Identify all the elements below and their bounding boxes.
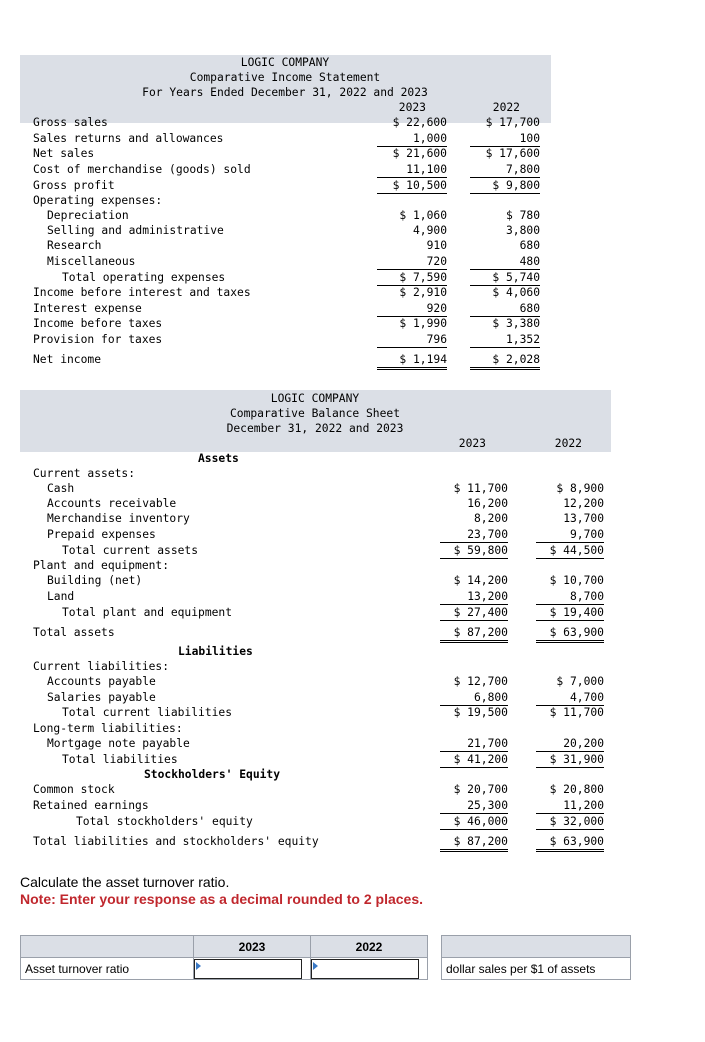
row-value-v22: 11,200 <box>536 799 604 814</box>
row-label-net-income: Net income <box>33 353 102 366</box>
row-value-v22: 7,800 <box>470 163 540 178</box>
row-value-v22: $ 17,600 <box>485 147 540 160</box>
row-value-v23: $ 87,200 <box>440 626 508 643</box>
row-value-v22: $ 10,700 <box>549 574 604 587</box>
balance-title-statement: Comparative Balance Sheet <box>229 407 401 420</box>
row-value-v23: 11,100 <box>377 163 447 178</box>
row-value-v23: 25,300 <box>440 799 508 814</box>
row-value-v22: 4,700 <box>536 691 604 706</box>
row-value-v23: $ 7,590 <box>377 271 447 286</box>
answer-row-label: Asset turnover ratio <box>21 958 194 980</box>
row-value-v23: 8,200 <box>473 512 508 525</box>
row-value-v23: $ 14,200 <box>453 574 508 587</box>
row-value-v23: 6,800 <box>440 691 508 706</box>
row-label-interest-expense: Interest expense <box>33 302 142 315</box>
row-label-miscellaneous: Miscellaneous <box>47 255 136 268</box>
equity-heading: Stockholders' Equity <box>144 768 281 781</box>
row-value-v22: 100 <box>470 132 540 147</box>
answer-unit-label: dollar sales per $1 of assets <box>442 958 631 980</box>
row-value-v22: $ 63,900 <box>536 835 604 852</box>
row-value-v22: $ 780 <box>505 209 540 222</box>
row-value-v23: $ 21,600 <box>392 147 447 160</box>
row-value-v23: $ 59,800 <box>440 544 508 559</box>
row-value-v23: $ 19,500 <box>453 706 508 719</box>
answer-gap <box>428 936 442 958</box>
answer-gap <box>428 958 442 980</box>
row-value-v23: $ 11,700 <box>453 482 508 495</box>
row-value-v23: 1,000 <box>377 132 447 147</box>
row-label-total-operating-expenses: Total operating expenses <box>62 271 226 284</box>
row-label-merchandise-inventory: Merchandise inventory <box>47 512 190 525</box>
income-title-company: LOGIC COMPANY <box>240 56 330 69</box>
row-label-gross-profit: Gross profit <box>33 179 115 192</box>
row-value-v23: $ 87,200 <box>440 835 508 852</box>
answer-col-2023: 2023 <box>194 936 311 958</box>
income-col-2023: 2023 <box>398 101 426 114</box>
row-value-v22: 12,200 <box>563 497 604 510</box>
row-value-v22: $ 8,900 <box>556 482 604 495</box>
row-label-total-plant-and-equipment: Total plant and equipment <box>62 606 233 619</box>
row-label-income-before-taxes: Income before taxes <box>33 317 163 330</box>
row-value-v23: 720 <box>377 255 447 270</box>
row-value-v23: 23,700 <box>440 528 508 543</box>
row-label-building-net: Building (net) <box>47 574 143 587</box>
row-value-v23: $ 1,060 <box>399 209 447 222</box>
row-value-v23: 4,900 <box>412 224 447 237</box>
row-value-v22: $ 20,800 <box>549 783 604 796</box>
row-value-v23: 13,200 <box>440 590 508 605</box>
row-label-long-term-liabilities: Long-term liabilities: <box>33 722 183 735</box>
row-value-v22: $ 5,740 <box>470 271 540 286</box>
row-value-v23: $ 41,200 <box>440 753 508 768</box>
row-value-v23: 21,700 <box>440 737 508 752</box>
row-value-v23: $ 46,000 <box>440 815 508 830</box>
row-value-v22: $ 19,400 <box>536 606 604 621</box>
balance-col-2022: 2022 <box>554 437 582 450</box>
answer-header-unit <box>442 936 631 958</box>
question-prompt: Calculate the asset turnover ratio. <box>20 874 230 890</box>
row-label-gross-sales: Gross sales <box>33 116 108 129</box>
answer-table <box>20 935 631 980</box>
row-value-v23: $ 10,500 <box>377 179 447 194</box>
row-label-depreciation: Depreciation <box>47 209 129 222</box>
row-value-v23: $ 20,700 <box>453 783 508 796</box>
liabilities-heading: Liabilities <box>178 645 253 658</box>
row-label-accounts-receivable: Accounts receivable <box>47 497 177 510</box>
row-value-v22: $ 44,500 <box>536 544 604 559</box>
row-value-v22: $ 63,900 <box>536 626 604 643</box>
answer-header-blank <box>21 936 194 958</box>
row-value-v22: 680 <box>519 239 540 252</box>
row-label-land: Land <box>47 590 75 603</box>
row-label-selling-and-administrative: Selling and administrative <box>47 224 224 237</box>
row-value-v22: $ 31,900 <box>536 753 604 768</box>
row-value-v22: $ 3,380 <box>492 317 540 330</box>
row-label-operating-expenses: Operating expenses: <box>33 194 163 207</box>
row-label-provision-for-taxes: Provision for taxes <box>33 333 163 346</box>
row-label-total-liabilities: Total liabilities <box>62 753 178 766</box>
row-label-common-stock: Common stock <box>33 783 115 796</box>
row-value-v22: $ 9,800 <box>470 179 540 194</box>
row-value-v23: $ 1,194 <box>377 353 447 370</box>
income-col-2022: 2022 <box>492 101 520 114</box>
input-marker-icon <box>313 962 318 970</box>
assets-heading: Assets <box>198 452 239 465</box>
row-value-v22: 8,700 <box>536 590 604 605</box>
row-value-v23: 16,200 <box>467 497 508 510</box>
income-title-period: For Years Ended December 31, 2022 and 2023 <box>142 86 428 99</box>
row-label-current-liabilities: Current liabilities: <box>33 660 170 673</box>
row-value-v22: $ 4,060 <box>492 286 540 299</box>
row-value-v23: $ 2,910 <box>399 286 447 299</box>
row-value-v22: 13,700 <box>563 512 604 525</box>
row-label-net-sales: Net sales <box>33 147 95 160</box>
row-label-prepaid-expenses: Prepaid expenses <box>47 528 156 541</box>
row-label-total-current-assets: Total current assets <box>62 544 199 557</box>
row-value-v22: 3,800 <box>505 224 540 237</box>
row-label-current-assets: Current assets: <box>33 467 136 480</box>
row-value-v22: $ 17,700 <box>485 116 540 129</box>
row-value-v22: $ 2,028 <box>470 353 540 370</box>
row-value-v23: $ 27,400 <box>440 606 508 621</box>
income-title-statement: Comparative Income Statement <box>189 71 381 84</box>
row-value-v22: 20,200 <box>536 737 604 752</box>
row-value-v22: $ 7,000 <box>556 675 604 688</box>
question-note: Note: Enter your response as a decimal rounded to 2 places. <box>20 891 424 907</box>
row-value-v22: $ 32,000 <box>536 815 604 830</box>
row-label-salaries-payable: Salaries payable <box>47 691 156 704</box>
input-marker-icon <box>196 962 201 970</box>
row-value-v23: $ 22,600 <box>392 116 447 129</box>
row-value-v23: 796 <box>377 333 447 348</box>
row-label-retained-earnings: Retained earnings <box>33 799 149 812</box>
row-label-total-current-liabilities: Total current liabilities <box>62 706 233 719</box>
row-value-v23: 920 <box>377 302 447 317</box>
row-value-v22: $ 11,700 <box>549 706 604 719</box>
row-value-v22: 1,352 <box>470 333 540 348</box>
balance-title-date: December 31, 2022 and 2023 <box>226 422 404 435</box>
row-value-v22: 9,700 <box>536 528 604 543</box>
row-label-income-before-interest-and-taxes: Income before interest and taxes <box>33 286 251 299</box>
row-label-cash: Cash <box>47 482 75 495</box>
balance-col-2023: 2023 <box>458 437 486 450</box>
row-label-total-liabilities-and-stockholders-equity: Total liabilities and stockholders' equity <box>33 835 319 848</box>
row-value-v22: 680 <box>470 302 540 317</box>
row-value-v23: $ 1,990 <box>399 317 447 330</box>
row-value-v23: $ 12,700 <box>453 675 508 688</box>
row-label-total-stockholders-equity: Total stockholders' equity <box>76 815 253 828</box>
answer-col-2022: 2022 <box>311 936 428 958</box>
asset-turnover-2022-input[interactable] <box>311 959 419 979</box>
row-label-sales-returns-and-allowances: Sales returns and allowances <box>33 132 224 145</box>
row-value-v22: 480 <box>470 255 540 270</box>
row-value-v23: 910 <box>426 239 447 252</box>
row-label-total-assets: Total assets <box>33 626 115 639</box>
asset-turnover-2023-input[interactable] <box>194 959 302 979</box>
row-label-plant-and-equipment: Plant and equipment: <box>33 559 170 572</box>
row-label-research: Research <box>47 239 102 252</box>
balance-title-company: LOGIC COMPANY <box>270 392 360 405</box>
row-label-cost-of-merchandise-goods-sold: Cost of merchandise (goods) sold <box>33 163 251 176</box>
row-label-mortgage-note-payable: Mortgage note payable <box>47 737 190 750</box>
row-label-accounts-payable: Accounts payable <box>47 675 156 688</box>
